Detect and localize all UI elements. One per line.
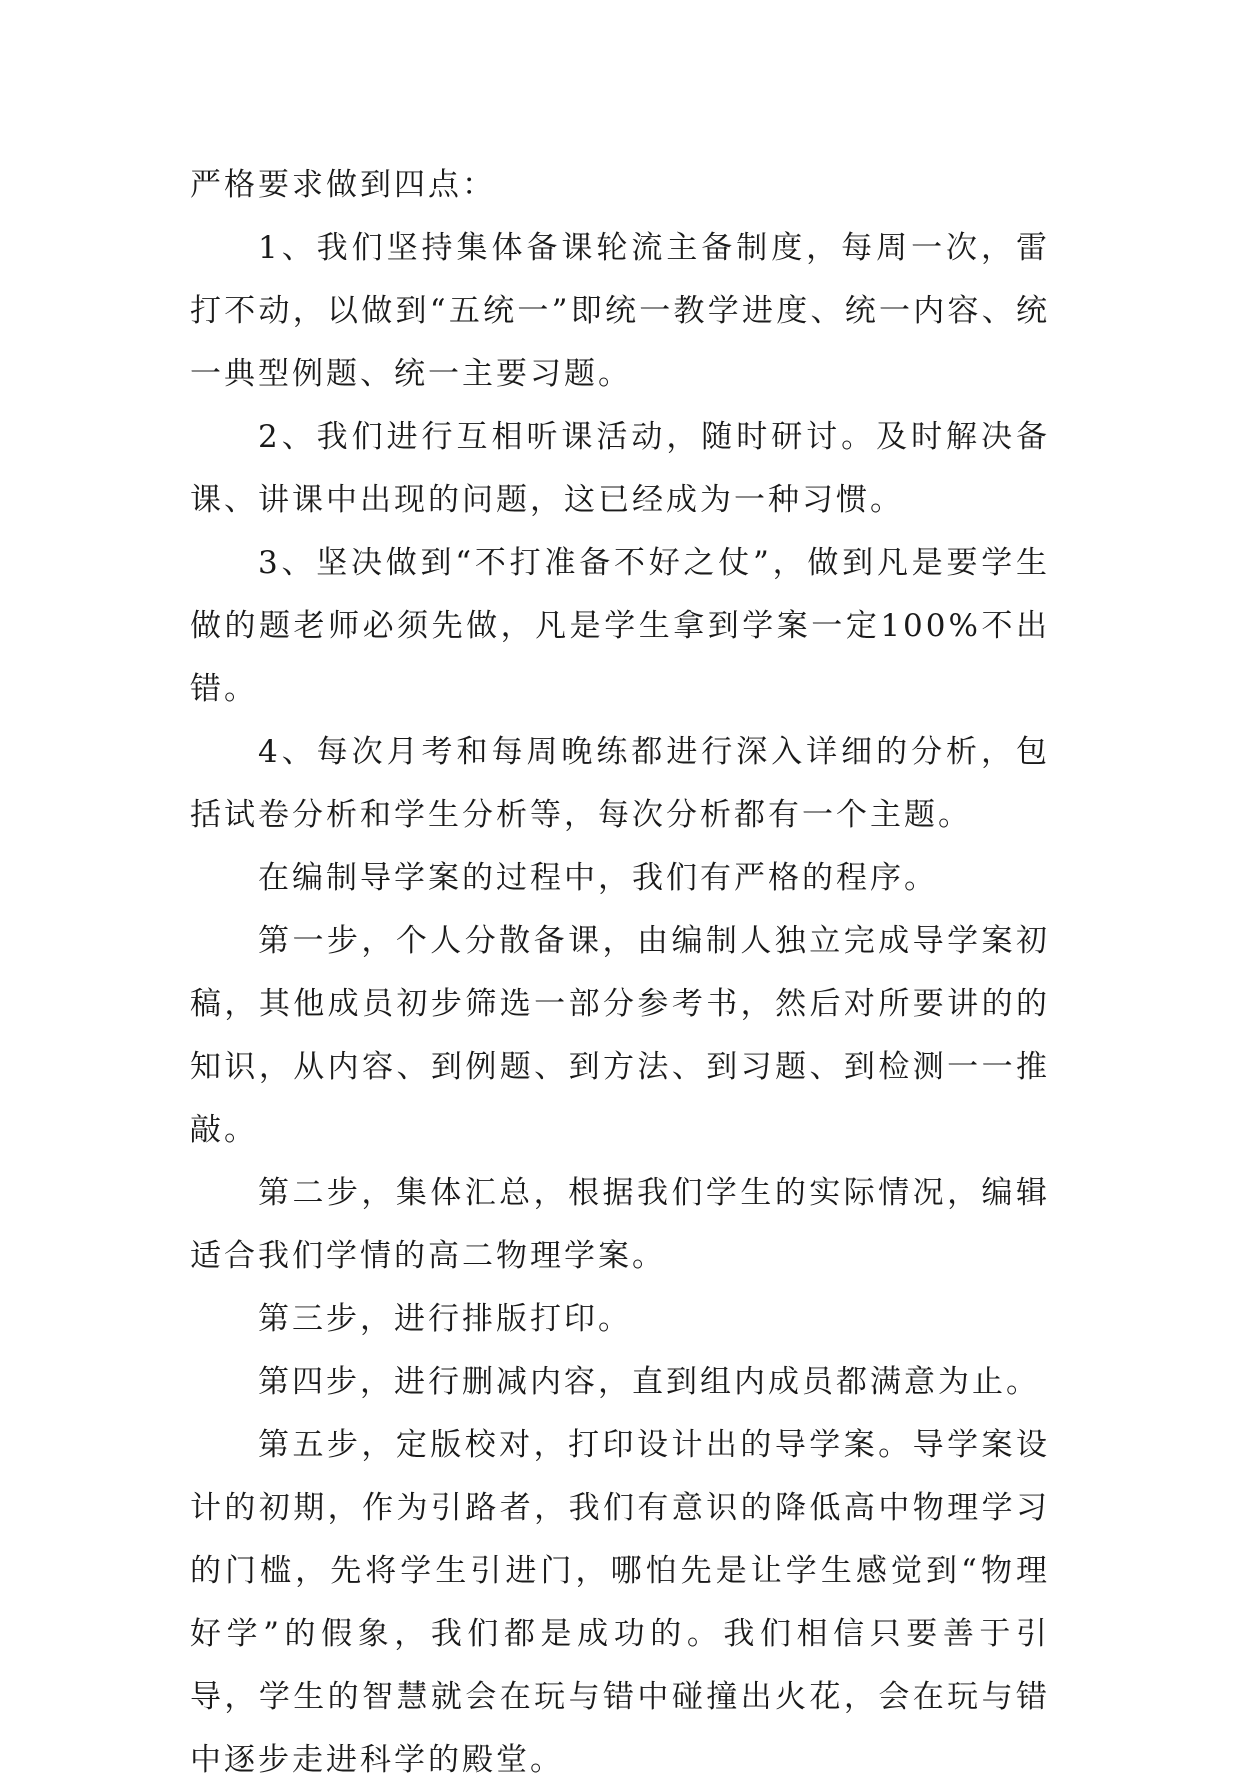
paragraph-step-1: 第一步，个人分散备课，由编制人独立完成导学案初稿，其他成员初步筛选一部分参考书，然后对所要讲的的知识，从内容、到例题、到方法、到习题、到检测一一推敲。 [190, 923, 1050, 1148]
paragraph-point-4: 4、每次月考和每周晚练都进行深入详细的分析，包括试卷分析和学生分析等，每次分析都有一个主题。 [190, 734, 1050, 833]
paragraph-point-1: 1、我们坚持集体备课轮流主备制度，每周一次，雷打不动，以做到“五统一”即统一教学进度、统一内容、统一典型例题、统一主要习题。 [190, 230, 1050, 392]
paragraph-intro: 严格要求做到四点： [190, 167, 496, 203]
paragraph-procedure-intro: 在编制导学案的过程中，我们有严格的程序。 [258, 860, 938, 896]
paragraph-step-4: 第四步，进行删减内容，直到组内成员都满意为止。 [258, 1364, 1040, 1400]
paragraph-step-5: 第五步，定版校对，打印设计出的导学案。导学案设计的初期，作为引路者，我们有意识的降低高中物理学习的门槛，先将学生引进门，哪怕先是让学生感觉到“物理好学”的假象，我们都是成功的。我们相信只要善于引导，学生的智慧就会在玩与错中碰撞出火花，会在玩与错中逐步走进科学的殿堂。 [190, 1427, 1050, 1778]
paragraph-point-2: 2、我们进行互相听课活动，随时研讨。及时解决备课、讲课中出现的问题，这已经成为一种习惯。 [190, 419, 1050, 518]
paragraph-step-2: 第二步，集体汇总，根据我们学生的实际情况，编辑适合我们学情的高二物理学案。 [190, 1175, 1050, 1274]
paragraph-point-3: 3、坚决做到“不打准备不好之仗”，做到凡是要学生做的题老师必须先做，凡是学生拿到学案一定100%不出错。 [190, 545, 1050, 707]
document-body [190, 154, 1050, 1792]
paragraph-step-3: 第三步，进行排版打印。 [258, 1301, 632, 1337]
